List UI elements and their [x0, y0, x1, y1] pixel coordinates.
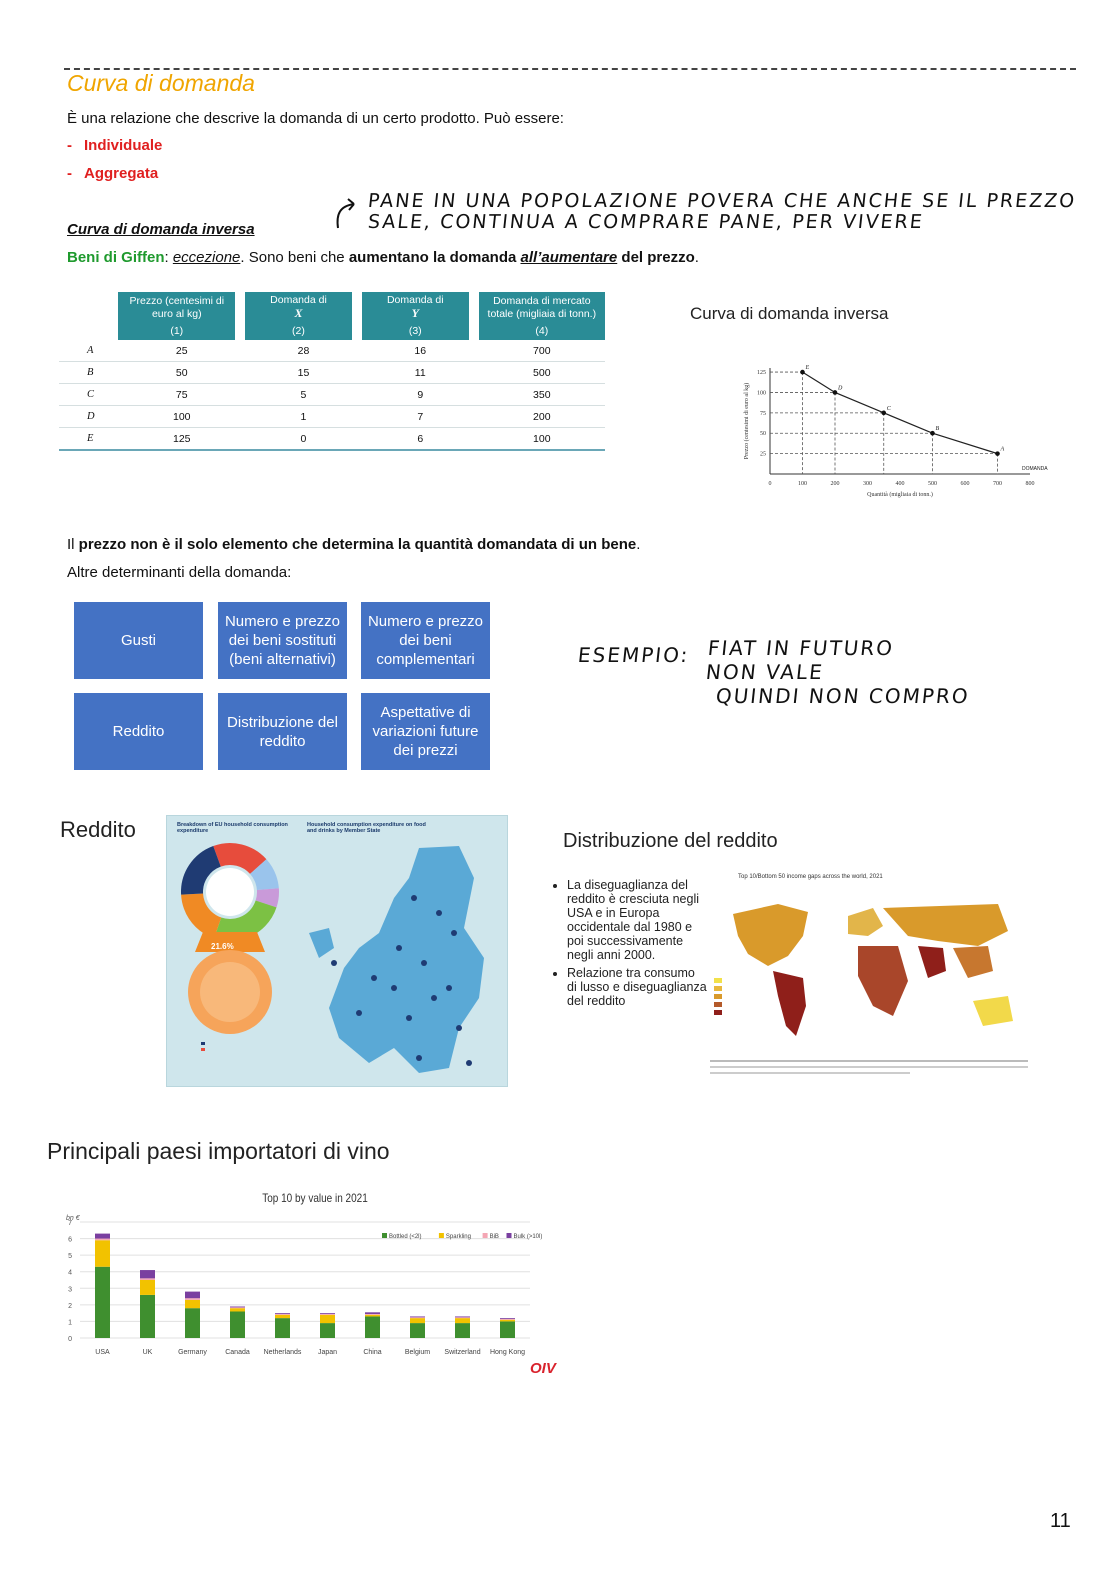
y-tick-label: 75 [760, 410, 766, 417]
x-tick-label: Belgium [404, 1349, 431, 1356]
data-point [930, 431, 935, 436]
bar-segment [185, 1300, 200, 1308]
col-number: (4) [479, 323, 605, 340]
bar-segment [230, 1308, 245, 1311]
bar-segment [500, 1320, 515, 1322]
giffen-exception: eccezione [172, 249, 241, 266]
data-point [800, 370, 805, 375]
y-tick-label: 6 [68, 1236, 72, 1244]
x-tick-label: Germany [178, 1349, 207, 1356]
legend-swatch [507, 1233, 512, 1238]
bar-segment [275, 1318, 290, 1338]
infographic-title-right: Household consumption expenditure on food and drinks by Member State [307, 822, 426, 834]
handwritten-example-label: ESEMPIO: [576, 643, 691, 667]
bullet-aggregata: - Aggregata [67, 165, 159, 182]
bar-segment [95, 1267, 110, 1338]
bar-segment [185, 1298, 200, 1300]
table-row: A 25 28 16 700 [59, 340, 605, 362]
giffen-label: Beni di Giffen [67, 249, 165, 266]
bar-segment [140, 1295, 155, 1338]
y-axis-label: Prezzo (centesimi di euro al kg) [744, 382, 750, 460]
y-tick-label: 4 [68, 1269, 72, 1277]
box-beni-complementari: Numero e prezzo dei beni complementari [361, 602, 490, 679]
world-inequality-map [708, 872, 1030, 1082]
demand-table [59, 292, 605, 451]
map-title: Top 10/Bottom 50 income gaps across the world, 2021 [738, 874, 883, 880]
y-tick-label: 100 [757, 390, 766, 397]
bar-segment [140, 1270, 155, 1278]
bar-segment [500, 1318, 515, 1319]
bar-segment [275, 1315, 290, 1318]
giffen-line: Beni di Giffen: eccezione. Sono beni che aumentano la domanda all’aumentare del prezzo. [67, 249, 699, 266]
subheading-inversa: Curva di domanda inversa [67, 221, 255, 238]
table-row: E 125 0 6 100 [59, 428, 605, 451]
wine-import-chart [60, 1186, 560, 1386]
data-point [995, 451, 1000, 456]
bar-segment [275, 1313, 290, 1314]
bar-segment [455, 1316, 470, 1317]
distribuzione-title: Distribuzione del reddito [563, 830, 778, 852]
legend-label: BiB [489, 1234, 499, 1240]
x-tick-label: 800 [1025, 481, 1035, 487]
y-tick-label: 0 [68, 1336, 72, 1343]
bar-segment [365, 1314, 380, 1315]
inverse-demand-chart [740, 362, 1048, 502]
y-tick-label: 1 [68, 1319, 72, 1327]
intro-text: È una relazione che descrive la domanda di un certo prodotto. Può essere: [67, 110, 564, 127]
wine-section-title: Principali paesi importatori di vino [47, 1138, 390, 1164]
x-tick-label: 300 [863, 481, 872, 487]
x-tick-label: Canada [225, 1349, 250, 1356]
x-tick-label: 200 [830, 481, 840, 487]
bar-segment [95, 1239, 110, 1241]
bullet-individuale: - Individuale [67, 137, 163, 154]
y-tick-label: 5 [68, 1253, 72, 1261]
bar-segment [230, 1307, 245, 1308]
box-gusti: Gusti [74, 602, 203, 679]
table-row: C 75 5 9 350 [59, 384, 605, 406]
handwritten-example-line1: FIAT IN FUTURO [706, 636, 896, 660]
bar-segment [185, 1308, 200, 1338]
data-point [833, 390, 838, 395]
point-label: A [1000, 446, 1005, 453]
page-number: 11 [1050, 1510, 1071, 1532]
bar-segment [320, 1315, 335, 1323]
distribuzione-bullet: • Relazione tra consumo di lusso e diseguaglianza del reddito [567, 966, 707, 1008]
x-tick-label: Switzerland [444, 1349, 481, 1356]
bar-segment [320, 1313, 335, 1314]
handwritten-note-line2: SALE, CONTINUA A COMPRARE PANE, PER VIVERE [366, 211, 925, 233]
y-tick-label: 2 [68, 1302, 72, 1310]
bar-segment [455, 1317, 470, 1318]
x-tick-label: Netherlands [263, 1349, 302, 1356]
legend-label: Bottled (<2l) [389, 1234, 422, 1240]
bar-segment [410, 1323, 425, 1338]
inverse-chart-title: Curva di domanda inversa [690, 304, 889, 323]
x-tick-label: Japan [317, 1349, 338, 1356]
box-beni-sostituti: Numero e prezzo dei beni sostituti (beni alternativi) [218, 602, 347, 679]
bar-segment [410, 1317, 425, 1318]
box-reddito: Reddito [74, 693, 203, 770]
handwritten-example-line3: QUINDI NON COMPRO [714, 684, 971, 708]
paragraph-determinanti: Altre determinanti della domanda: [67, 564, 292, 581]
curve-label: DOMANDA [1022, 466, 1048, 472]
bar-segment [410, 1316, 425, 1317]
bar-segment [410, 1318, 425, 1323]
bar-segment [320, 1323, 335, 1338]
col-number: (2) [245, 323, 362, 340]
table-header-y: Domanda di Y [362, 292, 479, 323]
bar-segment [320, 1314, 335, 1315]
x-tick-label: 700 [993, 481, 1002, 487]
bar-segment [230, 1311, 245, 1338]
box-distribuzione: Distribuzione del reddito [218, 693, 347, 770]
legend-label: Sparkling [445, 1234, 471, 1240]
table-header-prezzo: Prezzo (centesimi di euro al kg) [118, 292, 245, 323]
point-label: B [935, 426, 940, 433]
col-number: (1) [118, 323, 245, 340]
table-row: D 100 1 7 200 [59, 406, 605, 428]
bar-segment [230, 1307, 245, 1308]
legend-swatch [483, 1233, 488, 1238]
x-tick-label: USA [95, 1349, 110, 1356]
x-tick-label: 100 [798, 481, 807, 487]
paragraph-prezzo: Il prezzo non è il solo elemento che determina la quantità domandata di un bene. [67, 536, 641, 553]
bar-segment [500, 1321, 515, 1338]
bar-segment [500, 1319, 515, 1320]
y-tick-label: 7 [68, 1220, 72, 1227]
bar-segment [455, 1323, 470, 1338]
bar-segment [365, 1315, 380, 1317]
bar-segment [185, 1292, 200, 1299]
col-number: (3) [362, 323, 479, 340]
donut-center-label: 21.6% [211, 942, 234, 951]
bar-segment [140, 1280, 155, 1295]
section-title: Curva di domanda [67, 70, 255, 96]
bar-segment [365, 1316, 380, 1338]
handwritten-example-line2: NON VALE [704, 660, 826, 684]
box-aspettative: Aspettative di variazioni future dei prezzi [361, 693, 490, 770]
bar-segment [275, 1314, 290, 1315]
point-label: E [805, 365, 810, 372]
table-row: B 50 15 11 500 [59, 362, 605, 384]
bar-segment [95, 1234, 110, 1239]
x-axis-label: Quantità (migliaia di tonn.) [867, 492, 933, 498]
x-tick-label: 400 [895, 481, 905, 487]
y-tick-label: 3 [68, 1286, 72, 1294]
point-label: C [886, 405, 891, 412]
y-tick-label: 25 [760, 451, 766, 458]
x-tick-label: 600 [960, 481, 970, 487]
bar-segment [95, 1240, 110, 1267]
infographic-title-left: Breakdown of EU household consumption expenditure [177, 822, 288, 834]
point-label: D [838, 385, 843, 392]
x-tick-label: China [363, 1349, 382, 1356]
handwritten-note-line1: PANE IN UNA POPOLAZIONE POVERA CHE ANCHE SE IL PREZZO [366, 190, 1078, 212]
legend-swatch [439, 1233, 444, 1238]
bar-segment [365, 1312, 380, 1314]
distribuzione-list [555, 878, 707, 1008]
data-point [881, 411, 886, 416]
x-tick-label: UK [142, 1349, 153, 1356]
eu-consumption-infographic [166, 815, 508, 1087]
arrow-icon [330, 192, 370, 232]
reddito-title: Reddito [60, 817, 136, 842]
y-tick-label: 50 [760, 431, 766, 438]
bar-segment [140, 1278, 155, 1280]
oiv-logo: OIV [530, 1360, 556, 1377]
distribuzione-bullet: • La diseguaglianza del reddito è cresciuta negli USA e in Europa occidentale dal 1980 e poi successivamente negli anni 2000. [567, 878, 707, 962]
x-tick-label: Hong Kong [489, 1349, 526, 1356]
table-header-x: Domanda di X [245, 292, 362, 323]
legend-label: Bulk (>10l) [513, 1234, 543, 1240]
x-tick-label: 500 [928, 481, 937, 487]
y-tick-label: 125 [757, 370, 766, 377]
table-header-mercato: Domanda di mercato totale (migliaia di tonn.) [479, 292, 605, 323]
x-tick-label: 0 [768, 481, 772, 487]
y-axis-label: bn € [66, 1215, 80, 1222]
chart-title: Top 10 by value in 2021 [262, 1192, 368, 1206]
eu-map [299, 838, 499, 1083]
legend-swatch [382, 1233, 387, 1238]
bar-segment [455, 1318, 470, 1323]
